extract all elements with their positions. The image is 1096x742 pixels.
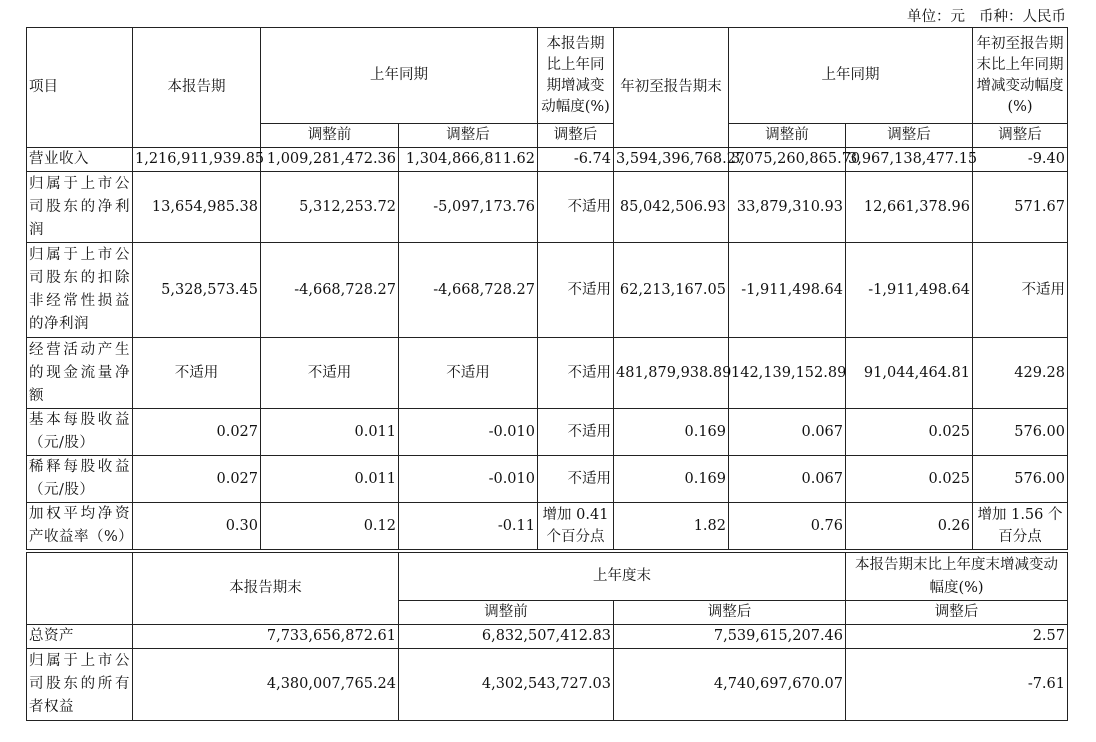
cell-value: 3,967,138,477.15 [846,148,973,172]
subheader-after-adjustment: 调整后 [614,601,846,625]
cell-value: 576.00 [973,456,1068,503]
cell-value: 1.82 [614,503,729,550]
cell-value: 1,009,281,472.36 [261,148,399,172]
cell-value: 0.169 [614,409,729,456]
cell-value: 0.011 [261,409,399,456]
cell-value: 0.76 [729,503,846,550]
header-item: 项目 [27,28,133,148]
currency-label: 币种：人民币 [979,9,1066,25]
cell-value: 0.12 [261,503,399,550]
row-label: 经营活动产生的现金流量净额 [27,338,133,409]
header-prior-year-ytd: 上年同期 [729,28,973,124]
cell-value: 1,216,911,939.85 [133,148,261,172]
cell-value: 0.169 [614,456,729,503]
cell-value: -0.010 [399,409,538,456]
cell-value: 481,879,938.89 [614,338,729,409]
table-row [27,503,1068,550]
row-label: 归属于上市公司股东的扣除非经常性损益的净利润 [27,243,133,338]
table-row [27,243,1068,338]
subheader-before-adjustment: 调整前 [261,124,399,148]
cell-value: 142,139,152.89 [729,338,846,409]
header-ytd-end: 年初至报告期末 [614,28,729,148]
row-label: 归属于上市公司股东的所有者权益 [27,649,133,721]
cell-value: 0.025 [846,456,973,503]
table-row [27,456,1068,503]
cell-value: 0.067 [729,409,846,456]
cell-value: 不适用 [399,338,538,409]
cell-value: -1,911,498.64 [729,243,846,338]
balance-table [26,552,1068,721]
cell-value: 91,044,464.81 [846,338,973,409]
cell-value: -0.010 [399,456,538,503]
row-label: 加权平均净资产收益率（%） [27,503,133,550]
cell-value: 5,328,573.45 [133,243,261,338]
cell-value: 增加 0.41 个百分点 [538,503,614,550]
header-period-change: 本报告期比上年同期增减变动幅度(%) [538,28,614,124]
row-label: 归属于上市公司股东的净利润 [27,172,133,243]
unit-line [907,7,1066,27]
table-row [27,338,1068,409]
cell-value: 不适用 [538,456,614,503]
subheader-after-adjustment-ytd-change: 调整后 [973,124,1068,148]
cell-value: 3,075,260,865.70 [729,148,846,172]
cell-value: -9.40 [973,148,1068,172]
table-row [27,148,1068,172]
cell-value: 12,661,378.96 [846,172,973,243]
header-period-end: 本报告期末 [133,553,399,625]
subheader-before-adjustment: 调整前 [399,601,614,625]
cell-value: 不适用 [538,172,614,243]
row-label: 基本每股收益（元/股） [27,409,133,456]
header-prior-year-end: 上年度末 [399,553,846,601]
header-prior-year-period: 上年同期 [261,28,538,124]
cell-value: 不适用 [538,338,614,409]
cell-value: 2.57 [846,625,1068,649]
cell-value: 5,312,253.72 [261,172,399,243]
cell-value: 4,302,543,727.03 [399,649,614,721]
cell-value: -5,097,173.76 [399,172,538,243]
subheader-after-adjustment-ytd: 调整后 [846,124,973,148]
cell-value: 4,380,007,765.24 [133,649,399,721]
row-label: 总资产 [27,625,133,649]
subheader-after-adjustment-change: 调整后 [846,601,1068,625]
table-row [27,172,1068,243]
cell-value: 6,832,507,412.83 [399,625,614,649]
cell-value: 0.26 [846,503,973,550]
cell-value: 7,539,615,207.46 [614,625,846,649]
cell-value: 7,733,656,872.61 [133,625,399,649]
header-empty [27,553,133,625]
key-financials-table [26,27,1068,550]
cell-value: 0.30 [133,503,261,550]
cell-value: 33,879,310.93 [729,172,846,243]
cell-value: 1,304,866,811.62 [399,148,538,172]
cell-value: 不适用 [133,338,261,409]
header-current-period: 本报告期 [133,28,261,148]
cell-value: -4,668,728.27 [399,243,538,338]
cell-value: 不适用 [973,243,1068,338]
table-row [27,649,1068,721]
subheader-after-adjustment: 调整后 [399,124,538,148]
header-ytd-change: 年初至报告期末比上年同期增减变动幅度(%) [973,28,1068,124]
cell-value: -1,911,498.64 [846,243,973,338]
cell-value: 13,654,985.38 [133,172,261,243]
cell-value: 不适用 [261,338,399,409]
cell-value: -4,668,728.27 [261,243,399,338]
unit-label: 单位：元 [907,9,965,25]
cell-value: 429.28 [973,338,1068,409]
row-label: 营业收入 [27,148,133,172]
row-label: 稀释每股收益（元/股） [27,456,133,503]
cell-value: 0.025 [846,409,973,456]
cell-value: 0.027 [133,409,261,456]
subheader-after-adjustment-change: 调整后 [538,124,614,148]
cell-value: 576.00 [973,409,1068,456]
cell-value: 不适用 [538,409,614,456]
cell-value: -7.61 [846,649,1068,721]
cell-value: -6.74 [538,148,614,172]
cell-value: 571.67 [973,172,1068,243]
header-change: 本报告期末比上年度末增减变动幅度(%) [846,553,1068,601]
cell-value: 85,042,506.93 [614,172,729,243]
cell-value: 4,740,697,670.07 [614,649,846,721]
cell-value: 不适用 [538,243,614,338]
cell-value: 0.067 [729,456,846,503]
cell-value: 3,594,396,768.27 [614,148,729,172]
subheader-before-adjustment-ytd: 调整前 [729,124,846,148]
cell-value: -0.11 [399,503,538,550]
table-row [27,409,1068,456]
cell-value: 0.027 [133,456,261,503]
table-row [27,625,1068,649]
cell-value: 增加 1.56 个百分点 [973,503,1068,550]
cell-value: 62,213,167.05 [614,243,729,338]
cell-value: 0.011 [261,456,399,503]
